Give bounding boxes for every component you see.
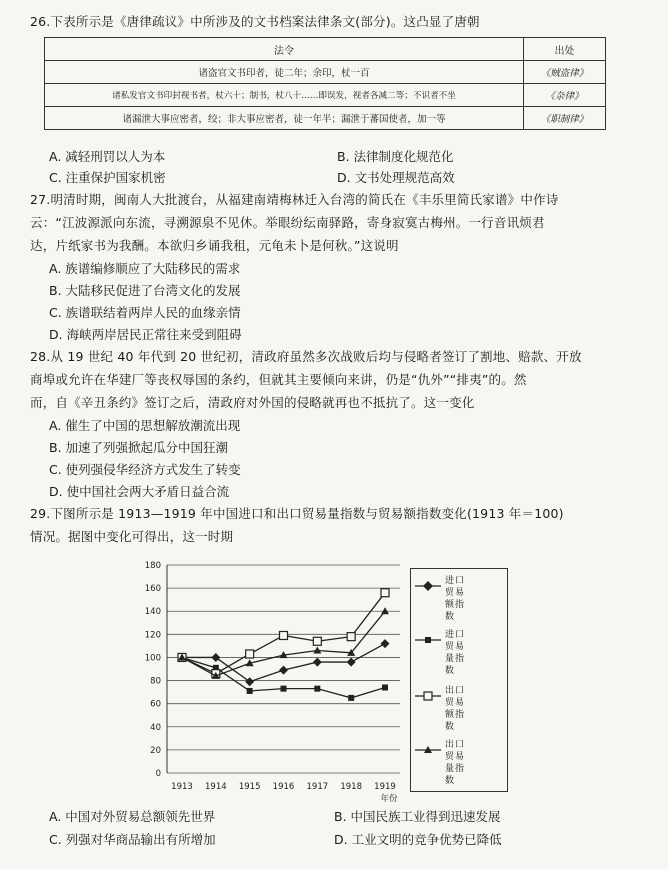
diamond-marker-icon	[415, 579, 441, 593]
y-tick-label: 40	[150, 722, 161, 733]
data-point	[313, 658, 322, 667]
q26-option-c: C. 注重保护国家机密	[49, 170, 166, 185]
data-point	[347, 633, 355, 641]
legend-label: 出口贸易量指数	[445, 740, 466, 786]
x-tick-label: 1913	[171, 782, 193, 792]
q26-option-a: A. 减轻刑罚以人为本	[49, 149, 166, 164]
data-point	[348, 695, 354, 701]
data-point	[281, 686, 287, 692]
law-table-cell: 《杂律》	[524, 84, 606, 107]
data-point	[381, 607, 389, 614]
q29-stem-line-1: 29.下图所示是 1913—1919 年中国进口和出口贸易量指数与贸易额指数变化(1913 年＝100)	[30, 506, 564, 521]
open-square-marker-icon	[415, 689, 441, 703]
q27-stem-line-2: 云：“江波源派向东流，寻溯源泉不见休。举眼纷纭南驿路，寄身寂寞古梅州。一行音讯烦君	[30, 215, 545, 230]
data-point	[382, 684, 388, 690]
y-tick-label: 140	[144, 607, 161, 618]
q26-option-d: D. 文书处理规范高效	[337, 170, 455, 185]
q26-stem: 26.下表所示是《唐律疏议》中所涉及的文书档案法律条文(部分)。这凸显了唐朝	[30, 14, 480, 29]
y-tick-label: 100	[144, 653, 161, 664]
q29-option-d: D. 工业文明的竞争优势已降低	[334, 832, 502, 847]
x-tick-label: 1916	[272, 782, 295, 792]
q27-option-a: A. 族谱编修顺应了大陆移民的需求	[49, 261, 241, 276]
data-point	[381, 639, 390, 648]
q28-option-c: C. 使列强侵华经济方式发生了转变	[49, 462, 241, 477]
law-table	[44, 37, 606, 130]
q28-option-b: B. 加速了列强掀起瓜分中国狂潮	[49, 440, 229, 455]
q28-stem-line-2: 商埠或允许在华建厂等丧权辱国的条约，但就其主要倾向来讲，仍是“仇外”“排夷”的。然	[30, 372, 527, 387]
data-point	[279, 666, 288, 675]
legend-label: 出口贸易额指数	[445, 686, 466, 732]
x-tick-label: 1914	[205, 782, 227, 792]
data-point	[211, 653, 220, 662]
y-tick-label: 120	[144, 630, 161, 641]
x-tick-label: 1915	[238, 782, 261, 792]
law-table-cell: 诸漏泄大事应密者，绞；非大事应密者，徒一年半；漏泄于蕃国使者，加一等	[45, 107, 524, 130]
square-marker-icon	[415, 633, 441, 647]
q28-stem-line-3: 而，自《辛丑条约》签订之后，清政府对外国的侵略就再也不抵抗了。这一变化	[30, 395, 475, 410]
legend-label: 进口贸易量指数	[445, 630, 466, 676]
q28-option-d: D. 使中国社会两大矛盾日益合流	[49, 484, 230, 499]
law-table-header-source: 出处	[524, 38, 606, 61]
law-table-cell: 诸盗官文书印者，徒二年；余印，杖一百	[45, 61, 524, 84]
data-point	[347, 658, 356, 667]
data-point	[313, 637, 321, 645]
data-point	[245, 677, 254, 686]
q27-stem-line-1: 27.明清时期，闽南人大批渡台，从福建南靖梅林迁入台湾的简氏在《丰乐里简氏家谱》中作诗	[30, 192, 559, 207]
data-point	[280, 631, 288, 639]
q27-option-b: B. 大陆移民促进了台湾文化的发展	[49, 283, 241, 298]
data-point	[313, 647, 321, 654]
q26-option-b: B. 法律制度化规范化	[337, 149, 454, 164]
law-table-cell: 诸私发官文书印封视书者，杖六十；制书，杖八十……即误发，视者各减二等；不识者不坐	[45, 84, 524, 107]
y-tick-label: 20	[150, 745, 161, 756]
q27-option-d: D. 海峡两岸居民正常往来受到阻碍	[49, 327, 242, 342]
y-tick-label: 80	[150, 676, 161, 687]
x-tick-label: 1918	[340, 782, 362, 792]
q27-option-c: C. 族谱联结着两岸人民的血缘亲情	[49, 305, 241, 320]
y-tick-label: 160	[144, 584, 161, 595]
data-point	[247, 688, 253, 694]
x-axis-label: 年份	[380, 794, 398, 804]
y-tick-label: 60	[150, 699, 161, 710]
y-tick-label: 180	[144, 561, 161, 571]
triangle-marker-icon	[415, 743, 441, 757]
law-table-cell: 《职制律》	[524, 107, 606, 130]
x-tick-label: 1917	[306, 782, 329, 792]
y-tick-label: 0	[155, 769, 161, 779]
data-point	[314, 686, 320, 692]
chart-legend	[410, 568, 508, 792]
x-tick-label: 1919	[374, 782, 396, 792]
q28-option-a: A. 催生了中国的思想解放潮流出现	[49, 418, 241, 433]
q28-stem-line-1: 28.从 19 世纪 40 年代到 20 世纪初，清政府虽然多次战败后均与侵略者签订了割地、赔款、开放	[30, 349, 582, 364]
data-point	[381, 589, 389, 597]
trade-index-chart	[130, 555, 420, 805]
data-point	[246, 650, 254, 658]
legend-label: 进口贸易额指数	[445, 576, 466, 622]
q29-option-c: C. 列强对华商品输出有所增加	[49, 832, 216, 847]
law-table-cell: 《贼盗律》	[524, 61, 606, 84]
q29-option-a: A. 中国对外贸易总额领先世界	[49, 809, 216, 824]
q27-stem-line-3: 达，片纸家书为我酬。本欲归乡诵我租，元龟未卜是何秋。”这说明	[30, 238, 399, 253]
q29-stem-line-2: 情况。据图中变化可得出，这一时期	[30, 529, 234, 544]
law-table-header-law: 法令	[45, 38, 524, 61]
q29-option-b: B. 中国民族工业得到迅速发展	[334, 809, 501, 824]
